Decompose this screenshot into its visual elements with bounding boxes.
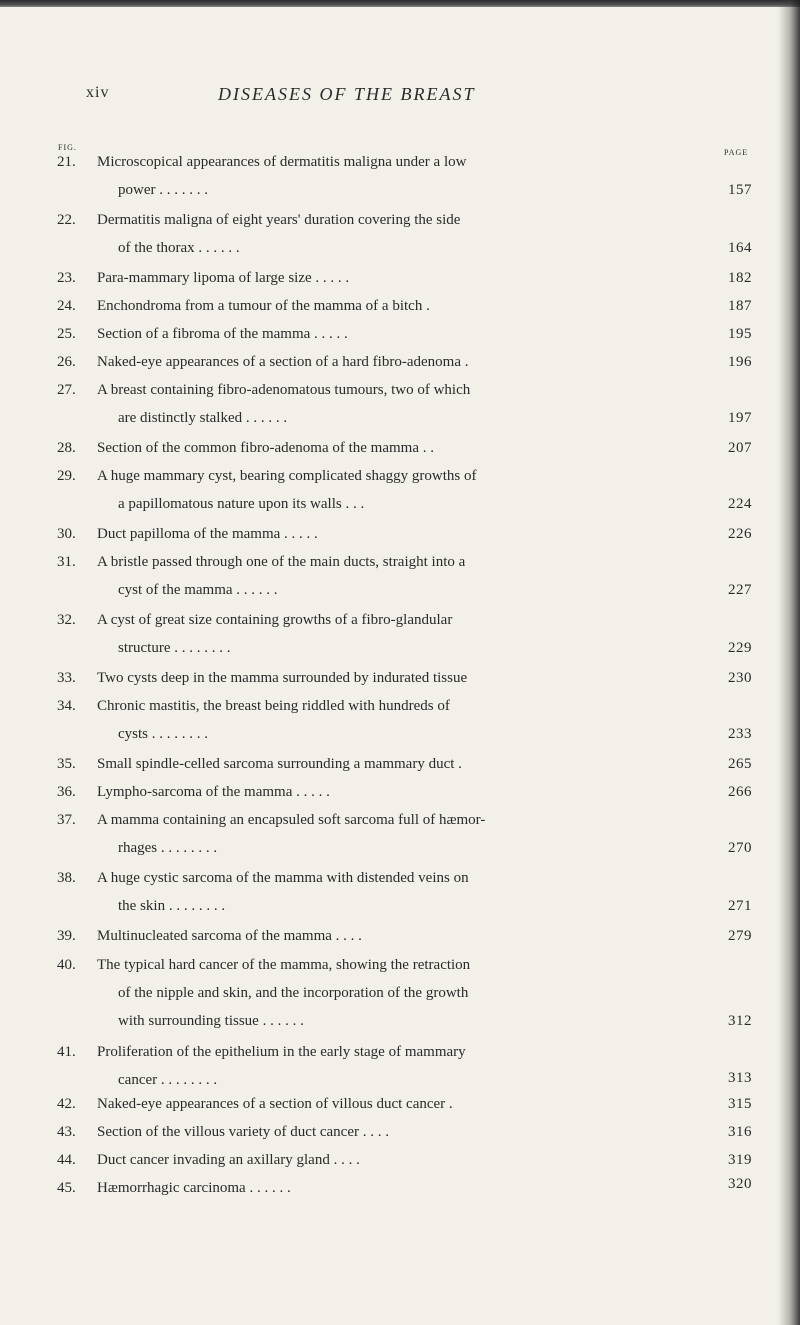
- entry-number: 34.: [57, 698, 76, 714]
- entry-page: 230: [728, 670, 752, 686]
- entry-text-line-1: Proliferation of the epithelium in the early stage of mammary: [97, 1044, 466, 1060]
- entry-page: 195: [728, 326, 752, 342]
- entry-text-line-1: Dermatitis maligna of eight years' duration covering the side: [97, 212, 461, 228]
- entry-text-line-1: Duct cancer invading an axillary gland . . . .: [97, 1152, 360, 1168]
- entry-page: 319: [728, 1152, 752, 1168]
- entry-number: 33.: [57, 670, 76, 686]
- entry-number: 40.: [57, 957, 76, 973]
- page-column-label: PAGE: [724, 148, 749, 157]
- entry-text-line-2: cyst of the mamma . . . . . .: [118, 582, 278, 598]
- entry-number: 31.: [57, 554, 76, 570]
- entry-number: 26.: [57, 354, 76, 370]
- running-head: DISEASES OF THE BREAST: [218, 84, 476, 104]
- entry-number: 44.: [57, 1152, 76, 1168]
- entry-number: 23.: [57, 270, 76, 286]
- entry-text-line-1: Enchondroma from a tumour of the mamma of a bitch .: [97, 298, 430, 314]
- entry-text-line-2: are distinctly stalked . . . . . .: [118, 410, 288, 426]
- entry-text-line-1: Hæmorrhagic carcinoma . . . . . .: [97, 1180, 291, 1196]
- entry-page: 233: [728, 726, 752, 742]
- entry-number: 25.: [57, 326, 76, 342]
- entry-page: 229: [728, 640, 752, 656]
- entry-text-line-1: The typical hard cancer of the mamma, showing the retraction: [97, 957, 471, 973]
- entry-page: 279: [728, 928, 752, 944]
- entry-page: 320: [728, 1176, 752, 1192]
- page-top-edge: [0, 0, 800, 7]
- entry-text-line-2: structure . . . . . . . .: [118, 640, 231, 656]
- entry-number: 35.: [57, 756, 76, 772]
- entry-text-line-1: Section of the common fibro-adenoma of the mamma . .: [97, 440, 434, 456]
- entry-number: 29.: [57, 468, 76, 484]
- entry-number: 32.: [57, 612, 76, 628]
- entry-page: 270: [728, 840, 752, 856]
- entry-page: 313: [728, 1070, 752, 1086]
- entry-page: 224: [728, 496, 752, 512]
- entry-number: 28.: [57, 440, 76, 456]
- entry-text-line-1: Two cysts deep in the mamma surrounded by indurated tissue: [97, 670, 468, 686]
- fig-column-label: FIG.: [58, 143, 77, 152]
- entry-text-line-1: A mamma containing an encapsuled soft sarcoma full of hæmor-: [97, 812, 486, 828]
- page-binding-shadow: [778, 0, 800, 1325]
- entry-text-line-1: Naked-eye appearances of a section of villous duct cancer .: [97, 1096, 453, 1112]
- entry-text-line-1: A huge cystic sarcoma of the mamma with distended veins on: [97, 870, 469, 886]
- entry-number: 37.: [57, 812, 76, 828]
- entry-text-line-1: Section of the villous variety of duct cancer . . . .: [97, 1124, 389, 1140]
- entry-number: 41.: [57, 1044, 76, 1060]
- entry-page: 207: [728, 440, 752, 456]
- entry-text-line-1: Lympho-sarcoma of the mamma . . . . .: [97, 784, 330, 800]
- entry-number: 43.: [57, 1124, 76, 1140]
- entry-page: 271: [728, 898, 752, 914]
- entry-text-line-1: Chronic mastitis, the breast being riddled with hundreds of: [97, 698, 450, 714]
- entry-page: 316: [728, 1124, 752, 1140]
- entry-number: 27.: [57, 382, 76, 398]
- entry-text-line-2: rhages . . . . . . . .: [118, 840, 218, 856]
- entry-text-line-2: power . . . . . . .: [118, 182, 208, 198]
- entry-page: 265: [728, 756, 752, 772]
- entry-text-line-1: A huge mammary cyst, bearing complicated shaggy growths of: [97, 468, 477, 484]
- entry-text-line-2: of the thorax . . . . . .: [118, 240, 240, 256]
- entry-page: 266: [728, 784, 752, 800]
- entry-page: 182: [728, 270, 752, 286]
- entry-page: 227: [728, 582, 752, 598]
- entry-text-line-2: cysts . . . . . . . .: [118, 726, 208, 742]
- entry-page: 157: [728, 182, 752, 198]
- entry-number: 21.: [57, 154, 76, 170]
- entry-number: 45.: [57, 1180, 76, 1196]
- entry-text-line-2: a papillomatous nature upon its walls . . .: [118, 496, 365, 512]
- entry-number: 24.: [57, 298, 76, 314]
- page-header: [0, 84, 800, 114]
- entry-text-line-1: Microscopical appearances of dermatitis maligna under a low: [97, 154, 467, 170]
- entry-text-line-1: Section of a fibroma of the mamma . . . . .: [97, 326, 348, 342]
- entry-text-line-1: A bristle passed through one of the main ducts, straight into a: [97, 554, 466, 570]
- entry-number: 36.: [57, 784, 76, 800]
- entry-text-line-2: the skin . . . . . . . .: [118, 898, 226, 914]
- entry-number: 30.: [57, 526, 76, 542]
- entry-text-line-1: A breast containing fibro-adenomatous tumours, two of which: [97, 382, 471, 398]
- entry-text-line-1: Para-mammary lipoma of large size . . . . .: [97, 270, 350, 286]
- entry-page: 196: [728, 354, 752, 370]
- entry-text-line-2: cancer . . . . . . . .: [118, 1072, 218, 1088]
- entry-page: 312: [728, 1013, 752, 1029]
- entry-text-line-1: Small spindle-celled sarcoma surrounding a mammary duct .: [97, 756, 462, 772]
- entry-number: 39.: [57, 928, 76, 944]
- entry-text-line-1: Multinucleated sarcoma of the mamma . . . .: [97, 928, 362, 944]
- entry-page: 164: [728, 240, 752, 256]
- entry-number: 42.: [57, 1096, 76, 1112]
- entry-text-line-1: A cyst of great size containing growths of a fibro-glandular: [97, 612, 453, 628]
- entry-number: 22.: [57, 212, 76, 228]
- entry-page: 197: [728, 410, 752, 426]
- entry-text-line-1: Duct papilloma of the mamma . . . . .: [97, 526, 318, 542]
- entry-text-line-2: of the nipple and skin, and the incorporation of the growth: [118, 985, 469, 1001]
- entry-text-line-3: with surrounding tissue . . . . . .: [118, 1013, 304, 1029]
- entry-text-line-1: Naked-eye appearances of a section of a hard fibro-adenoma .: [97, 354, 469, 370]
- page-number: xiv: [86, 84, 110, 101]
- entry-page: 315: [728, 1096, 752, 1112]
- entry-page: 187: [728, 298, 752, 314]
- entry-page: 226: [728, 526, 752, 542]
- entry-number: 38.: [57, 870, 76, 886]
